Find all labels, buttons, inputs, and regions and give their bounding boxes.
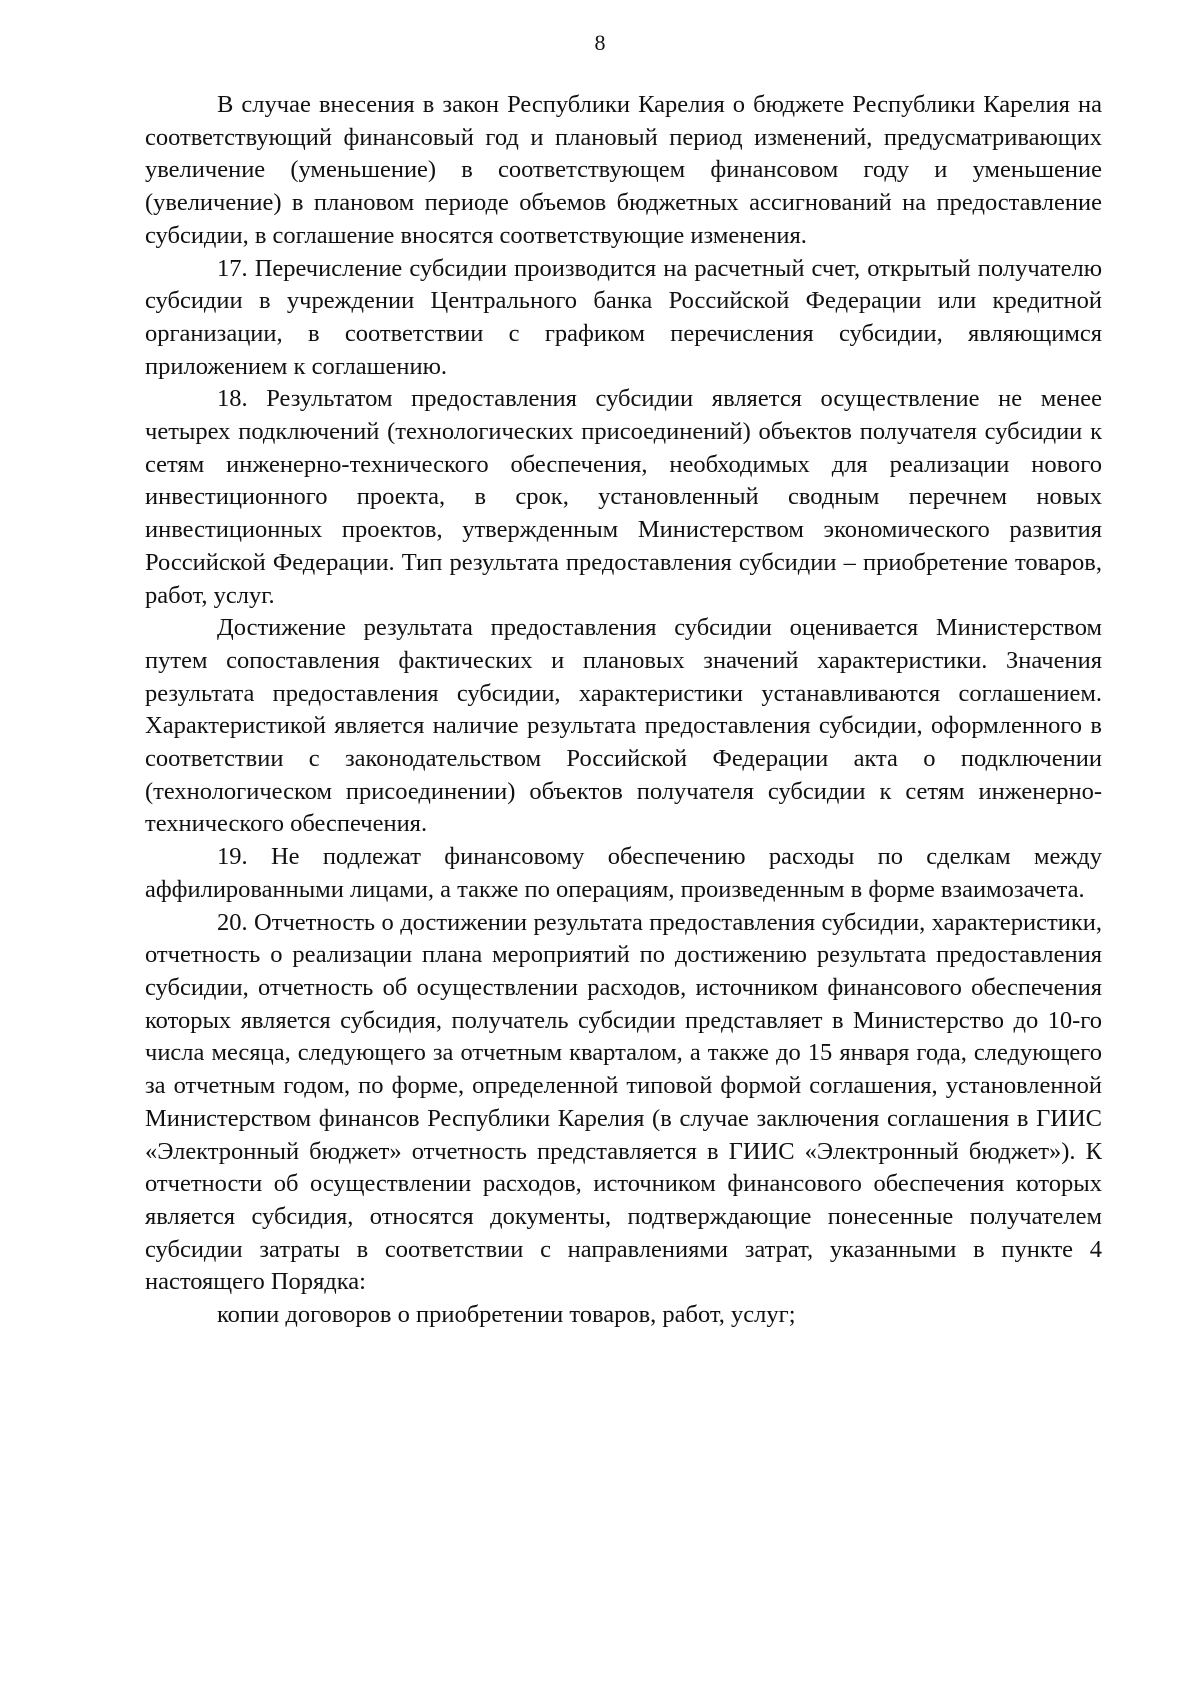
page-number: 8 bbox=[594, 30, 606, 55]
paragraph-contract-copies: копии договоров о приобретении товаров, работ, услуг; bbox=[217, 1301, 796, 1329]
paragraph-20-reporting: 20. Отчетность о достижении результата предоставления субсидии, характеристики, отчетность о реализации плана мероприятий по достижению результата предоставления субсидии, отчетность об осуществлении расходов, источником финансового обеспечения которых является субсидия, получатель субсидии представляет в Министерство до 10-го числа месяца, следующего за отчетным кварталом, а также до 15 января года, следующего за отчетным годом, по форме, определенной типовой формой соглашения, установленной Министерством финансов Республики Карелия (в случае заключения соглашения в ГИИС «Электронный бюджет» отчетность представляется в ГИИС «Электронный бюджет»). К отчетности об осуществлении расходов, источником финансового обеспечения которых является субсидия, относятся документы, подтверждающие понесенные получателем субсидии затраты в соответствии с направлениями затрат, указанными в пункте 4 настоящего Порядка: bbox=[145, 908, 1102, 1296]
paragraph-19-affiliated: 19. Не подлежат финансовому обеспечению расходы по сделкам между аффилированными лицами, а также по операциям, произведенным в форме взаимозачета. bbox=[145, 843, 1102, 903]
paragraph-17-transfer: 17. Перечисление субсидии производится на расчетный счет, открытый получателю субсидии в учреждении Центрального банка Российской Федерации или кредитной организации, в соответствии с графиком перечисления субсидии, являющимся приложением к соглашению. bbox=[145, 254, 1102, 380]
paragraph-budget-changes: В случае внесения в закон Республики Карелия о бюджете Республики Карелия на соответствующий финансовый год и плановый период изменений, предусматривающих увеличение (уменьшение) в соответствующем финансовом году и уменьшение (увеличение) в плановом периоде объемов бюджетных ассигнований на предоставление субсидии, в соглашение вносятся соответствующие изменения. bbox=[145, 91, 1102, 249]
paragraph-18-result: 18. Результатом предоставления субсидии является осуществление не менее четырех подключений (технологических присоединений) объектов получателя субсидии к сетям инженерно-технического обеспечения, необходимых для реализации нового инвестиционного проекта, в срок, установленный сводным перечнем новых инвестиционных проектов, утвержденным Министерством экономического развития Российской Федерации. Тип результата предоставления субсидии – приобретение товаров, работ, услуг. bbox=[145, 385, 1102, 609]
paragraph-result-evaluation: Достижение результата предоставления субсидии оценивается Министерством путем сопоставления фактических и плановых значений характеристики. Значения результата предоставления субсидии, характеристики устанавливаются соглашением. Характеристикой является наличие результата предоставления субсидии, оформленного в соответствии с законодательством Российской Федерации акта о подключении (технологическом присоединении) объектов получателя субсидии к сетям инженерно-технического обеспечения. bbox=[145, 614, 1102, 838]
document-body bbox=[145, 89, 1102, 1332]
